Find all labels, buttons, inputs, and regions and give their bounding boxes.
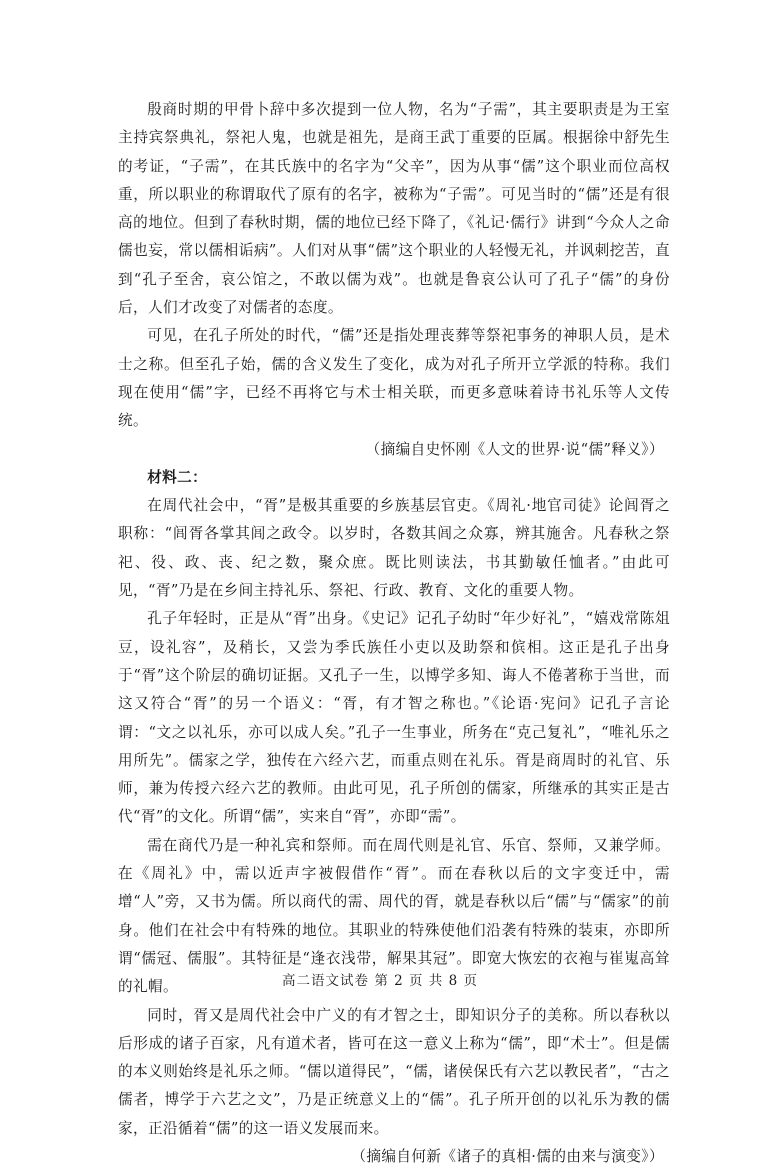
material2-paragraph-4: 同时，胥又是周代社会中广义的有才智之士，即知识分子的美称。所以春秋以后形成的诸子百家，凡有道术者，皆可在这一意义上称为“儒”，即“术士”。但是儒的本义则始终是礼乐之师。“儒以道得民”，“儒，诸侯保氏有六艺以教民者”，“古之儒者，博学于六艺之文”，乃是正统意义上的“儒”。孔子所开创的以礼乐为教的儒家，正沿循着“儒”的这一语义发展而来。	[118, 1006, 670, 1137]
material1-source: （摘编自史怀刚《人文的世界·说“儒”释义》）	[365, 440, 664, 458]
reading-passage	[118, 96, 670, 1171]
material2-paragraph-3: 需在商代乃是一种礼宾和祭师。而在周代则是礼官、乐官、祭师，又兼学师。在《周礼》中，需以近声字被假借作“胥”。而在春秋以后的文字变迁中，需增“人”旁，又书为儒。所以商代的需、周代的胥，就是春秋以后“儒”与“儒家”的前身。他们在社会中有特殊的地位。其职业的特殊使他们沿袭有特殊的装束，亦即所谓“儒冠、儒服”。其特征是“逢衣浅带，解果其冠”。即宽大恢宏的衣袍与崔嵬高耸的礼帽。	[118, 836, 670, 996]
material2-paragraph-1: 在周代社会中，“胥”是极其重要的乡族基层官吏。《周礼·地官司徒》论闾胥之职称：“闾胥各掌其闾之政令。以岁时，各数其闾之众寡，辨其施舍。凡春秋之祭祀、役、政、丧、纪之数，聚众庶。既比则读法，书其勤敏任恤者。”由此可见，“胥”乃是在乡间主持礼乐、祭祀、行政、教育、文化的重要人物。	[118, 497, 670, 600]
page-footer: 高二语文试卷 第 2 页 共 8 页	[282, 973, 478, 989]
material1-paragraph-2: 可见，在孔子所处的时代，“儒”还是指处理丧葬等祭祀事务的神职人员，是术士之称。但至孔子始，儒的含义发生了变化，成为对孔子所开立学派的特称。我们现在使用“儒”字，已经不再将它与术士相关联，而更多意味着诗书礼乐等人文传统。	[118, 327, 670, 430]
material2-heading: 材料二：	[147, 468, 208, 486]
material2-source: （摘编自何新《诸子的真相·儒的由来与演变》）	[351, 1147, 664, 1165]
material1-paragraph-1: 殷商时期的甲骨卜辞中多次提到一位人物，名为“子需”，其主要职责是为王室主持宾祭典礼，祭祀人鬼，也就是祖先，是商王武丁重要的臣属。根据徐中舒先生的考证，“子需”，在其氏族中的名字为“父辛”，因为从事“儒”这个职业而位高权重，所以职业的称谓取代了原有的名字，被称为“子需”。可见当时的“儒”还是有很高的地位。但到了春秋时期，儒的地位已经下降了，《礼记·儒行》讲到“今众人之命儒也妄，常以儒相诟病”。人们对从事“儒”这个职业的人轻慢无礼，并讽刺挖苦，直到“孔子至舍，哀公馆之，不敢以儒为戏”。也就是鲁哀公认可了孔子“儒”的身份后，人们才改变了对儒者的态度。	[118, 101, 670, 317]
material2-paragraph-2: 孔子年轻时，正是从“胥”出身。《史记》记孔子幼时“年少好礼”，“嬉戏常陈俎豆，设礼容”，及稍长，又尝为季氏族任小吏以及助祭和傧相。这正是孔子出身于“胥”这个阶层的确切证据。又孔子一生，以博学多知、诲人不倦著称于当世，而这又符合“胥”的另一个语义：“胥，有才智之称也。”《论语·宪问》记孔子言论谓：“文之以礼乐，亦可以成人矣。”孔子一生事业，所务在“克己复礼”，“唯礼乐之用所先”。儒家之学，独传在六经六艺，而重点则在礼乐。胥是商周时的礼官、乐师，兼为传授六经六艺的教师。由此可见，孔子所创的儒家，所继承的其实正是古代“胥”的文化。所谓“儒”，实来自“胥”，亦即“需”。	[118, 610, 670, 826]
